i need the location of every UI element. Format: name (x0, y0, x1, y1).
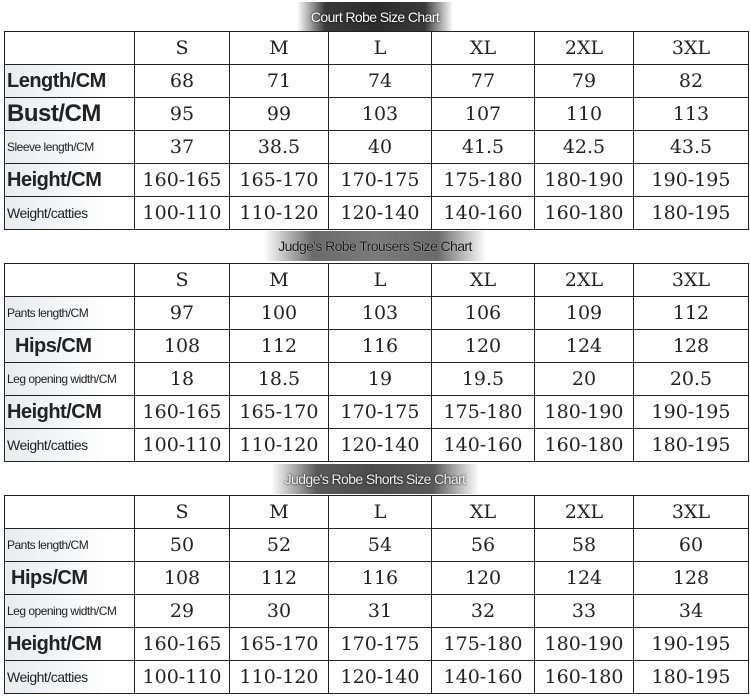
size-header-l: L (329, 496, 432, 529)
table-cell: 110-120 (230, 661, 329, 694)
size-header-xl: XL (432, 264, 535, 297)
table-header-row (5, 32, 749, 65)
row-label: Pants length/CM (5, 529, 135, 562)
table-cell: 175-180 (432, 628, 535, 661)
size-header-l: L (329, 264, 432, 297)
table-cell: 20.5 (634, 363, 749, 396)
table-cell: 180-190 (535, 396, 634, 429)
table-cell: 20 (535, 363, 634, 396)
table-cell: 95 (135, 98, 230, 131)
table-cell: 110-120 (230, 429, 329, 462)
table-cell: 190-195 (634, 396, 749, 429)
table-cell: 100-110 (135, 429, 230, 462)
row-label: Leg opening width/CM (5, 595, 135, 628)
table-cell: 43.5 (634, 131, 749, 164)
table-cell: 120-140 (329, 197, 432, 230)
table-cell: 110-120 (230, 197, 329, 230)
row-label: Bust/CM (5, 98, 135, 131)
table-cell: 109 (535, 297, 634, 330)
table-cell: 165-170 (230, 628, 329, 661)
size-header-s: S (135, 32, 230, 65)
table-row (5, 330, 749, 363)
header-corner-cell (5, 32, 135, 65)
table-cell: 38.5 (230, 131, 329, 164)
table-row (5, 595, 749, 628)
table-row (5, 164, 749, 197)
table-cell: 54 (329, 529, 432, 562)
table-cell: 190-195 (634, 164, 749, 197)
table-cell: 37 (135, 131, 230, 164)
table-cell: 32 (432, 595, 535, 628)
table-row (5, 65, 749, 98)
table-cell: 106 (432, 297, 535, 330)
table-cell: 165-170 (230, 396, 329, 429)
row-label: Weight/catties (5, 429, 135, 462)
table-cell: 180-195 (634, 661, 749, 694)
size-header-xl: XL (432, 32, 535, 65)
header-corner-cell (5, 496, 135, 529)
table-cell: 165-170 (230, 164, 329, 197)
size-header-3xl: 3XL (634, 496, 749, 529)
table-cell: 112 (230, 330, 329, 363)
table-cell: 140-160 (432, 197, 535, 230)
row-label: Length/CM (5, 65, 135, 98)
table-cell: 120-140 (329, 429, 432, 462)
table-cell: 107 (432, 98, 535, 131)
table-cell: 113 (634, 98, 749, 131)
shorts-title: Judge's Robe Shorts Size Chart (271, 464, 480, 494)
size-header-xl: XL (432, 496, 535, 529)
table-cell: 170-175 (329, 164, 432, 197)
table-cell: 140-160 (432, 429, 535, 462)
row-label: Hips/CM (5, 330, 135, 363)
table-cell: 110 (535, 98, 634, 131)
table-cell: 120 (432, 330, 535, 363)
size-header-s: S (135, 264, 230, 297)
table-cell: 50 (135, 529, 230, 562)
table-cell: 18 (135, 363, 230, 396)
table-row (5, 396, 749, 429)
table-row (5, 197, 749, 230)
table-cell: 71 (230, 65, 329, 98)
table-cell: 68 (135, 65, 230, 98)
table-cell: 42.5 (535, 131, 634, 164)
table-cell: 175-180 (432, 164, 535, 197)
row-label: Leg opening width/CM (5, 363, 135, 396)
table-cell: 31 (329, 595, 432, 628)
row-label: Height/CM (5, 396, 135, 429)
table-cell: 128 (634, 330, 749, 363)
table-row (5, 98, 749, 131)
table-cell: 190-195 (634, 628, 749, 661)
table-cell: 170-175 (329, 628, 432, 661)
table-cell: 170-175 (329, 396, 432, 429)
table-cell: 34 (634, 595, 749, 628)
table-cell: 160-165 (135, 628, 230, 661)
table-cell: 18.5 (230, 363, 329, 396)
size-header-m: M (230, 32, 329, 65)
table-cell: 30 (230, 595, 329, 628)
table-cell: 74 (329, 65, 432, 98)
trousers-title: Judge's Robe Trousers Size Chart (264, 231, 486, 261)
row-label: Pants length/CM (5, 297, 135, 330)
size-header-m: M (230, 496, 329, 529)
size-header-3xl: 3XL (634, 264, 749, 297)
table-cell: 40 (329, 131, 432, 164)
size-header-s: S (135, 496, 230, 529)
table-cell: 108 (135, 330, 230, 363)
size-header-l: L (329, 32, 432, 65)
table-cell: 180-190 (535, 164, 634, 197)
table-cell: 180-190 (535, 628, 634, 661)
table-row (5, 661, 749, 694)
table-header-row (5, 496, 749, 529)
table-cell: 120 (432, 562, 535, 595)
row-label: Weight/catties (5, 197, 135, 230)
row-label: Weight/catties (5, 661, 135, 694)
table-cell: 180-195 (634, 197, 749, 230)
table-cell: 99 (230, 98, 329, 131)
court-robe-size-table (4, 31, 749, 230)
shorts-title-bar (0, 464, 750, 494)
table-cell: 116 (329, 562, 432, 595)
table-cell: 160-165 (135, 164, 230, 197)
size-header-2xl: 2XL (535, 496, 634, 529)
shorts-size-table (4, 495, 749, 694)
table-cell: 97 (135, 297, 230, 330)
table-row (5, 628, 749, 661)
table-cell: 82 (634, 65, 749, 98)
table-cell: 112 (230, 562, 329, 595)
table-cell: 180-195 (634, 429, 749, 462)
table-cell: 160-180 (535, 197, 634, 230)
court-robe-title: Court Robe Size Chart (297, 2, 453, 32)
trousers-size-table (4, 263, 749, 462)
table-cell: 160-165 (135, 396, 230, 429)
table-cell: 100-110 (135, 197, 230, 230)
table-cell: 108 (135, 562, 230, 595)
table-cell: 29 (135, 595, 230, 628)
table-cell: 100-110 (135, 661, 230, 694)
row-label: Hips/CM (5, 562, 135, 595)
table-cell: 160-180 (535, 429, 634, 462)
table-cell: 58 (535, 529, 634, 562)
table-cell: 19 (329, 363, 432, 396)
size-header-m: M (230, 264, 329, 297)
table-cell: 120-140 (329, 661, 432, 694)
size-header-2xl: 2XL (535, 264, 634, 297)
table-cell: 52 (230, 529, 329, 562)
table-cell: 140-160 (432, 661, 535, 694)
table-row (5, 529, 749, 562)
table-cell: 19.5 (432, 363, 535, 396)
table-cell: 175-180 (432, 396, 535, 429)
table-row (5, 429, 749, 462)
table-cell: 100 (230, 297, 329, 330)
table-cell: 41.5 (432, 131, 535, 164)
table-row (5, 562, 749, 595)
size-header-3xl: 3XL (634, 32, 749, 65)
table-cell: 77 (432, 65, 535, 98)
table-cell: 103 (329, 297, 432, 330)
court-robe-title-bar (0, 2, 750, 32)
table-row (5, 363, 749, 396)
table-row (5, 297, 749, 330)
table-cell: 103 (329, 98, 432, 131)
table-cell: 116 (329, 330, 432, 363)
table-cell: 124 (535, 562, 634, 595)
table-cell: 112 (634, 297, 749, 330)
trousers-title-bar (0, 231, 750, 261)
size-header-2xl: 2XL (535, 32, 634, 65)
table-cell: 79 (535, 65, 634, 98)
row-label: Sleeve length/CM (5, 131, 135, 164)
table-cell: 124 (535, 330, 634, 363)
table-cell: 33 (535, 595, 634, 628)
table-header-row (5, 264, 749, 297)
table-cell: 128 (634, 562, 749, 595)
row-label: Height/CM (5, 628, 135, 661)
table-row (5, 131, 749, 164)
header-corner-cell (5, 264, 135, 297)
row-label: Height/CM (5, 164, 135, 197)
table-cell: 160-180 (535, 661, 634, 694)
table-cell: 60 (634, 529, 749, 562)
table-cell: 56 (432, 529, 535, 562)
